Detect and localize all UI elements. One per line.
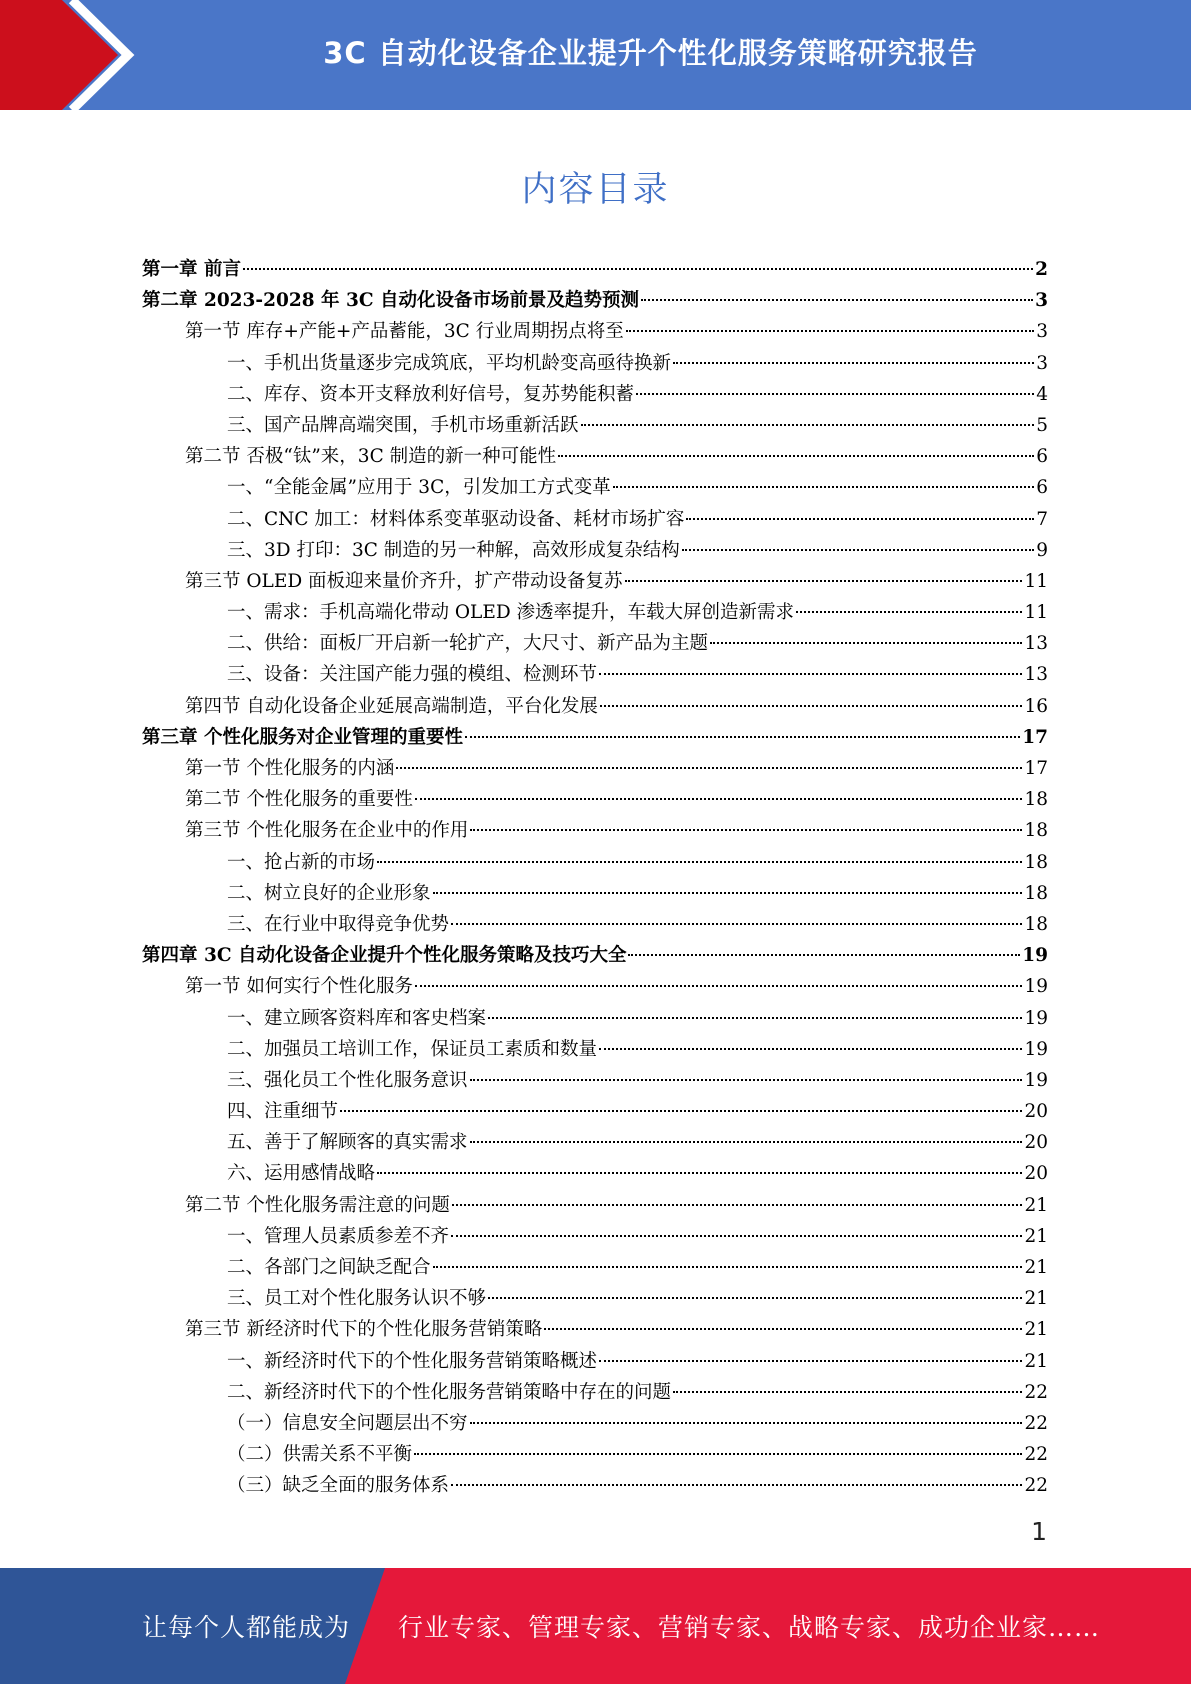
toc-dot-leader [673, 1391, 1022, 1393]
toc-dot-leader [625, 580, 1023, 582]
toc-entry-title: 二、新经济时代下的个性化服务营销策略中存在的问题 [227, 1381, 672, 1403]
toc-entry[interactable] [142, 659, 1048, 690]
toc-entry[interactable] [142, 1314, 1048, 1345]
toc-dot-leader [488, 1017, 1022, 1019]
toc-entry-page-number: 20 [1024, 1163, 1048, 1185]
toc-dot-leader [377, 861, 1022, 863]
toc-entry-page-number: 7 [1036, 508, 1048, 530]
toc-entry-page-number: 22 [1024, 1381, 1048, 1403]
toc-entry-title: 第一节 库存+产能+产品蓄能，3C 行业周期拐点将至 [185, 321, 624, 343]
toc-dot-leader [544, 1328, 1022, 1330]
toc-entry-title: （三）缺乏全面的服务体系 [227, 1475, 450, 1497]
toc-entry[interactable] [142, 753, 1048, 784]
report-title: 3C 自动化设备企业提升个性化服务策略研究报告 [323, 35, 978, 70]
toc-entry[interactable] [142, 971, 1048, 1002]
toc-dot-leader [470, 1079, 1023, 1081]
toc-dot-leader [451, 1235, 1022, 1237]
toc-entry-page-number: 19 [1024, 1038, 1048, 1060]
toc-dot-leader [243, 268, 1033, 270]
toc-entry-page-number: 9 [1036, 539, 1048, 561]
toc-entry[interactable] [142, 379, 1048, 410]
toc-entry[interactable] [142, 847, 1048, 878]
toc-entry[interactable] [142, 1252, 1048, 1283]
toc-dot-leader [626, 330, 1035, 332]
toc-dot-leader [599, 1048, 1022, 1050]
toc-entry-page-number: 21 [1024, 1288, 1048, 1310]
toc-heading: 内容目录 [521, 170, 670, 210]
toc-entry-page-number: 13 [1024, 664, 1048, 686]
toc-entry-title: 四、注重细节 [227, 1101, 339, 1123]
toc-entry-page-number: 20 [1024, 1132, 1048, 1154]
toc-entry-title: 第三节 OLED 面板迎来量价齐升，扩产带动设备复苏 [185, 570, 623, 592]
toc-entry-title: 一、“全能金属”应用于 3C，引发加工方式变革 [227, 477, 611, 499]
toc-entry-title: 二、加强员工培训工作，保证员工素质和数量 [227, 1038, 598, 1060]
toc-dot-leader [613, 486, 1034, 488]
toc-entry-title: 三、强化员工个性化服务意识 [227, 1069, 468, 1091]
toc-entry-page-number: 11 [1024, 602, 1048, 624]
toc-dot-leader [415, 798, 1023, 800]
toc-entry[interactable] [142, 1470, 1048, 1501]
toc-entry[interactable] [142, 566, 1048, 597]
toc-entry[interactable] [142, 1127, 1048, 1158]
toc-dot-leader [599, 1360, 1022, 1362]
toc-entry-title: 第四节 自动化设备企业延展高端制造，平台化发展 [185, 695, 598, 717]
toc-entry-title: 一、需求：手机高端化带动 OLED 渗透率提升，车载大屏创造新需求 [227, 602, 795, 624]
toc-dot-leader [796, 611, 1022, 613]
toc-entry[interactable] [142, 909, 1048, 940]
toc-entry[interactable] [142, 316, 1048, 347]
toc-entry-title: 第三节 个性化服务在企业中的作用 [185, 820, 469, 842]
toc-dot-leader [686, 518, 1034, 520]
toc-entry-page-number: 19 [1024, 1007, 1048, 1029]
toc-entry-page-number: 19 [1024, 1069, 1048, 1091]
toc-entry-title: 第二节 否极“钛”来，3C 制造的新一种可能性 [185, 446, 557, 468]
toc-dot-leader [581, 424, 1035, 426]
toc-dot-leader [377, 1172, 1022, 1174]
toc-entry-page-number: 13 [1024, 633, 1048, 655]
toc-entry-title: 二、供给：面板厂开启新一轮扩产，大尺寸、新产品为主题 [227, 633, 709, 655]
toc-entry[interactable] [142, 1346, 1048, 1377]
footer-banner [0, 1568, 1191, 1684]
toc-entry-page-number: 19 [1024, 976, 1048, 998]
toc-entry[interactable] [142, 628, 1048, 659]
toc-entry[interactable] [142, 1221, 1048, 1252]
toc-entry[interactable] [142, 1158, 1048, 1189]
toc-dot-leader [452, 1204, 1023, 1206]
toc-dot-leader [465, 736, 1020, 738]
toc-dot-leader [433, 1266, 1023, 1268]
toc-dot-leader [558, 455, 1034, 457]
toc-dot-leader [451, 1484, 1022, 1486]
toc-entry[interactable] [142, 348, 1048, 379]
toc-entry[interactable] [142, 1377, 1048, 1408]
toc-dot-leader [470, 829, 1022, 831]
toc-entry[interactable] [142, 815, 1048, 846]
toc-dot-leader [599, 673, 1022, 675]
toc-dot-leader [396, 767, 1022, 769]
toc-entry-page-number: 20 [1024, 1101, 1048, 1123]
toc-entry-page-number: 19 [1022, 945, 1048, 967]
toc-entry-title: 三、国产品牌高端突围，手机市场重新活跃 [227, 414, 579, 436]
footer-slogan-right: 行业专家、管理专家、营销专家、战略专家、成功企业家…… [398, 1613, 1101, 1642]
toc-entry[interactable] [142, 441, 1048, 472]
toc-entry-page-number: 22 [1024, 1475, 1048, 1497]
toc-entry-title: 第三章 个性化服务对企业管理的重要性 [142, 726, 463, 748]
toc-entry-page-number: 16 [1024, 695, 1048, 717]
toc-entry-title: 第三节 新经济时代下的个性化服务营销策略 [185, 1319, 543, 1341]
toc-entry-page-number: 21 [1024, 1350, 1048, 1372]
toc-dot-leader [470, 1141, 1023, 1143]
toc-entry[interactable] [142, 1190, 1048, 1221]
toc-entry-title: 一、建立顾客资料库和客史档案 [227, 1007, 487, 1029]
toc-entry[interactable] [142, 597, 1048, 628]
toc-entry-title: 三、在行业中取得竞争优势 [227, 913, 450, 935]
toc-entry[interactable] [142, 472, 1048, 503]
toc-entry[interactable] [142, 784, 1048, 815]
toc-dot-leader [636, 393, 1034, 395]
toc-dot-leader [340, 1110, 1022, 1112]
toc-dot-leader [488, 1297, 1022, 1299]
toc-entry-title: 三、3D 打印：3C 制造的另一种解，高效形成复杂结构 [227, 539, 680, 561]
toc-entry-page-number: 4 [1036, 383, 1048, 405]
toc-entry-page-number: 18 [1024, 851, 1048, 873]
toc-entry[interactable] [142, 1283, 1048, 1314]
toc-entry-page-number: 18 [1024, 789, 1048, 811]
toc-entry-page-number: 18 [1024, 820, 1048, 842]
toc-entry-title: 第二节 个性化服务的重要性 [185, 789, 413, 811]
toc-entry-page-number: 11 [1024, 570, 1048, 592]
toc-entry-title: （二）供需关系不平衡 [227, 1444, 413, 1466]
toc-entry-title: 第二节 个性化服务需注意的问题 [185, 1194, 450, 1216]
toc-entry-page-number: 18 [1024, 882, 1048, 904]
toc-entry-page-number: 22 [1024, 1444, 1048, 1466]
toc-entry-page-number: 17 [1024, 758, 1048, 779]
toc-dot-leader [641, 299, 1033, 301]
toc-entry-title: 五、善于了解顾客的真实需求 [227, 1132, 468, 1154]
toc-list [142, 254, 1048, 1502]
toc-entry[interactable] [142, 254, 1048, 285]
toc-dot-leader [470, 1422, 1023, 1424]
toc-entry-title: 一、新经济时代下的个性化服务营销策略概述 [227, 1350, 598, 1372]
toc-entry-title: 一、管理人员素质参差不齐 [227, 1225, 450, 1247]
page-number: 1 [1031, 1517, 1047, 1546]
toc-entry[interactable] [142, 722, 1048, 753]
toc-entry[interactable] [142, 1003, 1048, 1034]
toc-entry-page-number: 21 [1024, 1225, 1048, 1247]
toc-entry-page-number: 22 [1024, 1412, 1048, 1434]
toc-dot-leader [600, 705, 1023, 707]
toc-entry-page-number: 21 [1024, 1194, 1048, 1216]
toc-entry[interactable] [142, 691, 1048, 722]
toc-entry-page-number: 2 [1035, 259, 1048, 280]
toc-dot-leader [673, 362, 1034, 364]
toc-dot-leader [682, 549, 1034, 551]
toc-dot-leader [415, 985, 1023, 987]
toc-entry[interactable] [142, 504, 1048, 535]
toc-dot-leader [451, 923, 1022, 925]
toc-entry-page-number: 6 [1036, 477, 1048, 499]
toc-entry-title: 一、手机出货量逐步完成筑底，平均机龄变高亟待换新 [227, 352, 672, 374]
toc-entry-page-number: 3 [1035, 290, 1048, 312]
toc-entry-page-number: 6 [1036, 446, 1048, 468]
toc-entry[interactable] [142, 535, 1048, 566]
toc-entry-title: （一）信息安全问题层出不穷 [227, 1412, 468, 1434]
toc-entry[interactable] [142, 1065, 1048, 1096]
footer-slogan-left: 让每个人都能成为 [142, 1613, 351, 1642]
toc-entry-page-number: 21 [1024, 1257, 1048, 1278]
toc-entry-title: 第二章 2023-2028 年 3C 自动化设备市场前景及趋势预测 [142, 290, 640, 312]
toc-entry-page-number: 5 [1036, 414, 1048, 436]
toc-entry[interactable] [142, 940, 1048, 971]
toc-entry-title: 第四章 3C 自动化设备企业提升个性化服务策略及技巧大全 [142, 945, 627, 967]
toc-entry[interactable] [142, 1408, 1048, 1439]
toc-entry-page-number: 18 [1024, 913, 1048, 935]
toc-entry-page-number: 3 [1036, 321, 1048, 343]
header-banner [0, 0, 1191, 110]
toc-entry-title: 二、库存、资本开支释放利好信号，复苏势能积蓄 [227, 383, 635, 405]
toc-entry[interactable] [142, 1034, 1048, 1065]
toc-entry-page-number: 3 [1036, 352, 1048, 374]
toc-dot-leader [433, 892, 1023, 894]
toc-entry-title: 一、抢占新的市场 [227, 851, 376, 873]
toc-dot-leader [710, 642, 1022, 644]
toc-entry-title: 第一章 前言 [142, 259, 241, 280]
toc-entry[interactable] [142, 285, 1048, 316]
toc-entry-title: 二、各部门之间缺乏配合 [227, 1257, 431, 1278]
toc-dot-leader [414, 1453, 1022, 1455]
toc-dot-leader [628, 954, 1020, 956]
toc-entry[interactable] [142, 1096, 1048, 1127]
toc-entry-title: 第一节 个性化服务的内涵 [185, 758, 395, 779]
toc-entry-title: 三、设备：关注国产能力强的模组、检测环节 [227, 664, 598, 686]
toc-entry-page-number: 21 [1024, 1319, 1048, 1341]
toc-entry-title: 六、运用感情战略 [227, 1163, 376, 1185]
toc-entry-title: 二、树立良好的企业形象 [227, 882, 431, 904]
toc-entry[interactable] [142, 1439, 1048, 1470]
toc-entry-title: 二、CNC 加工：材料体系变革驱动设备、耗材市场扩容 [227, 508, 685, 530]
toc-entry[interactable] [142, 410, 1048, 441]
toc-entry-title: 三、员工对个性化服务认识不够 [227, 1288, 487, 1310]
toc-entry-page-number: 17 [1022, 726, 1048, 748]
toc-entry-title: 第一节 如何实行个性化服务 [185, 976, 413, 998]
toc-entry[interactable] [142, 878, 1048, 909]
